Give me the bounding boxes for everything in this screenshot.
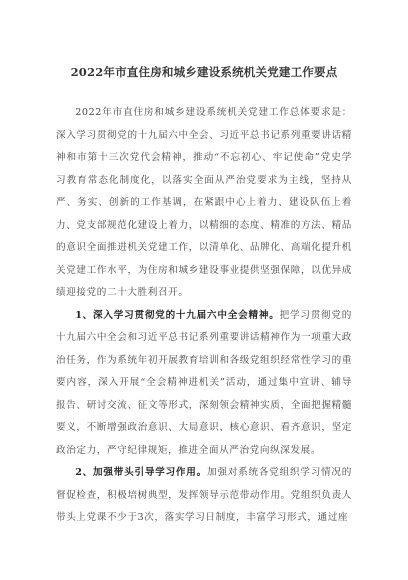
- paragraph-section-2: [56, 462, 352, 530]
- document-title: 2022年市直住房和城乡建设系统机关党建工作要点: [70, 65, 338, 79]
- paragraph-intro-text: 2022年市直住房和城乡建设系统机关党建工作总体要求是：深入学习贯彻党的十九届六中全会、习近平总书记系列重要讲话精神和市第十三次党代会精神，推动“不忘初心、牢记使命”党史学习教育常态化制度化，以落实全面从严治党要求为主线，坚持从严、务实、创新的工作基调，在紧跟中心上着力、建设队伍上着力、党支部规范化建设上着力，以精细的态度、精准的方法、精品的意识全面推进机关党建工作，以清单化、品牌化、高端化提升机关党建工作水平，为住房和城乡建设事业提供坚强保障，以优异成绩迎接党的二十大胜利召开。: [56, 107, 352, 298]
- paragraph-intro: [56, 102, 352, 305]
- section-1-heading: 1、深入学习贯彻党的十九届六中全会精神。: [75, 309, 280, 321]
- section-1-text: 把学习贯彻党的十九届六中全会和习近平总书记系列重要讲话精神作为一项重大政治任务，作为系统年初开展教育培训和各级党组织经常性学习的重要内容，深入开展“全会精神进机关”活动，通过集中宣讲、辅导报告、研讨交流、征文等形式，深刻领会精神实质，全面把握精髓要义，不断增强政治意识、大局意识、核心意识、看齐意识，坚定政治定力，严守纪律规矩，推进全面从严治党向纵深发展。: [56, 309, 352, 456]
- paragraph-section-1: [56, 305, 352, 463]
- section-2-text: 加强对系统各党组织学习情况的督促检查，积极培树典型，发挥领导示范带动作用。党组织负责人带头上党课不少于3次，落实学习日制度，丰富学习形式，通过座: [56, 467, 352, 523]
- section-2-heading: 2、加强带头引导学习作用。: [75, 467, 208, 478]
